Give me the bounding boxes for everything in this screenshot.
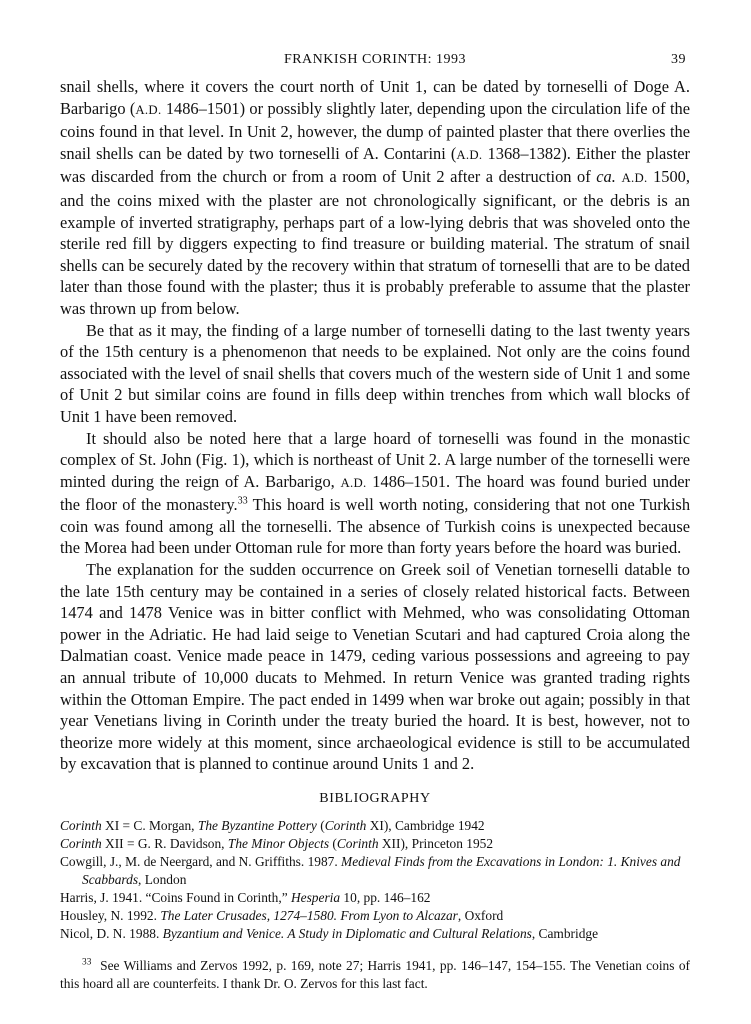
- bibliography-entry: Corinth XII = G. R. Davidson, The Minor Objects (Corinth XII), Princeton 1952: [60, 836, 494, 851]
- bibliography-entry: Corinth XI = C. Morgan, The Byzantine Pottery (Corinth XI), Cambridge 1942: [60, 818, 485, 833]
- paragraph-1: snail shells, where it covers the court north of Unit 1, can be dated by torneselli of Doge A. Barbarigo (A.D. 1486–1501) or possibly slightly later, depending upon the circulation life of the coins found in that level. In Unit 2, however, the dump of painted plaster that there overlies the snail shells can be dated by two torneselli of A. Contarini (A.D. 1368–1382). Either the plaster was discarded from the church or from a room of Unit 2 after a destruction of ca. A.D. 1500, and the coins mixed with the plaster are not chronologically significant, or the debris is an example of inverted stratigraphy, perhaps part of a low-lying debris that was shoveled onto the sterile red fill by diggers expecting to find treasure or building material. The stratum of snail shells can be securely dated by the recovery within that stratum of torneselli that are to be dated later than those found with the plaster; thus it is probably preferable to assume that the plaster was thrown up from below.: [60, 77, 690, 318]
- page-number: 39: [671, 52, 686, 67]
- body-text: [60, 76, 690, 775]
- bibliography-entry: Housley, N. 1992. The Later Crusades, 1274–1580. From Lyon to Alcazar, Oxford: [60, 908, 504, 923]
- era-abbreviation: A.D.: [456, 147, 483, 162]
- bibliography-heading: BIBLIOGRAPHY: [319, 791, 431, 806]
- page: [60, 52, 690, 993]
- bibliography-entry: Cowgill, J., M. de Neergard, and N. Griffiths. 1987. Medieval Finds from the Excavations in London: 1. Knives and Scabbards, London: [60, 854, 681, 887]
- bibliography-entry: Harris, J. 1941. “Coins Found in Corinth,” Hesperia 10, pp. 146–162: [60, 890, 431, 905]
- paragraph-4: The explanation for the sudden occurrence on Greek soil of Venetian torneselli datable to the late 15th century may be contained in a series of closely related historical facts. Between 1474 and 1478 Venice was in bitter conflict with Mehmed, who was consolidating Ottoman power in the Adriatic. He had laid seige to Venetian Scutari and had captured Croia along the Dalmatian coast. Venice made peace in 1479, ceding various possessions and agreeing to pay an annual tribute of 10,000 ducats to Mehmed. In return Venice was granted trading rights within the Ottoman Empire. The pact ended in 1499 when war broke out again; possibly in that year Venetians living in Corinth under the treaty buried the hoard. It is best, however, not to theorize more widely at this moment, since archaeological evidence is still to be accumulated by excavation that is planned to continue around Units 1 and 2.: [60, 560, 690, 774]
- footnote-reference: 33: [237, 495, 248, 507]
- era-abbreviation: A.D.: [135, 102, 162, 117]
- paragraph-3: It should also be noted here that a large hoard of torneselli was found in the monastic complex of St. John (Fig. 1), which is northeast of Unit 2. A large number of the torneselli were minted during the reign of A. Barbarigo, A.D. 1486–1501. The hoard was found buried under the floor of the monastery.$^{33}$ This hoard is well worth noting, considering that not one Turkish coin was found among all the torneselli. The absence of Turkish coins is unexpected because the Morea had been under Ottoman rule for more than forty years before the hoard was buried.: [60, 428, 691, 558]
- paragraph-2: Be that as it may, the finding of a large number of torneselli dating to the last twenty years of the 15th century is a phenomenon that needs to be explained. Not only are the coins found associated with the level of snail shells that covers much of the western side of Unit 1 and some of Unit 2 but similar coins are found in fills deep within trenches from which wall blocks of Unit 1 have been removed.: [60, 320, 690, 426]
- era-abbreviation: A.D.: [340, 475, 367, 490]
- running-title: FRANKISH CORINTH: 1993: [283, 52, 467, 67]
- era-abbreviation: A.D.: [621, 171, 648, 186]
- running-head: [60, 52, 690, 76]
- footnote-text: See Williams and Zervos 1992, p. 169, note 27; Harris 1941, pp. 146–147, 154–155. The Venetian coins of this hoard all are counterfeits. I thank Dr. O. Zervos for this last fact.: [60, 958, 690, 991]
- bibliography-list: [60, 817, 690, 943]
- bibliography-entry: Nicol, D. N. 1988. Byzantium and Venice. A Study in Diplomatic and Cultural Relations, Cambridge: [60, 926, 599, 941]
- footnote-33: [60, 957, 690, 993]
- footnote-number: 33: [82, 957, 92, 968]
